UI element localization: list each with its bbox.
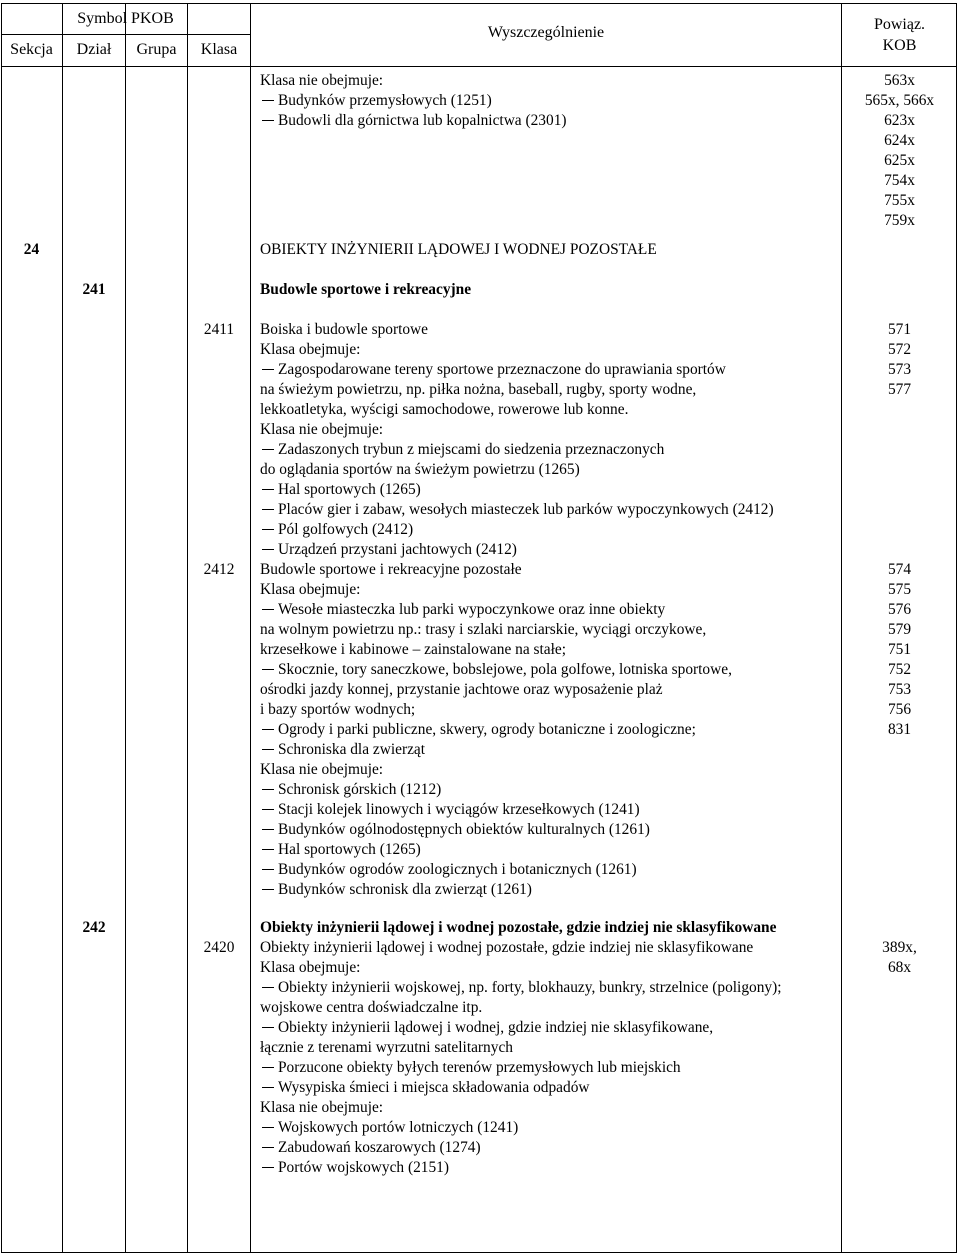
column-divider — [250, 3, 251, 1253]
column-divider — [62, 3, 63, 1253]
kob-code: 751 — [887, 641, 912, 658]
kob-code: 579 — [887, 621, 912, 638]
kob-code: 563x — [884, 72, 915, 89]
header-sekcja: Sekcja — [10, 41, 53, 58]
text-line — [260, 620, 732, 640]
line-text: Placów gier i zabaw, wesołych miasteczek lub parków wypoczynkowych (2412) — [278, 501, 774, 518]
line-text: Budowle sportowe i rekreacyjne pozostałe — [260, 561, 522, 578]
line-text: Hal sportowych (1265) — [278, 481, 421, 498]
text-line — [260, 640, 732, 660]
klasa-2411-kob-codes — [842, 320, 957, 400]
dash-bullet-icon — [262, 1147, 274, 1148]
column-divider — [187, 3, 188, 1253]
text-line — [260, 938, 782, 958]
klasa-2420-kob-codes — [842, 938, 957, 978]
line-text: lekkoatletyka, wyścigi samochodowe, rowerowe lub konne. — [260, 401, 629, 418]
list-item — [260, 520, 774, 540]
line-text: Stacji kolejek linowych i wyciągów krzesełkowych (1241) — [278, 801, 640, 818]
text-line — [260, 680, 732, 700]
list-item — [260, 440, 774, 460]
dzial-title-241: Budowle sportowe i rekreacyjne — [260, 281, 472, 298]
list-item — [260, 1118, 782, 1138]
list-item — [260, 1138, 782, 1158]
text-line — [260, 760, 732, 780]
line-text: Zabudowań koszarowych (1274) — [278, 1139, 481, 1156]
line-text: Pól golfowych (2412) — [278, 521, 414, 538]
kob-code: 831 — [887, 721, 912, 738]
list-item — [260, 860, 732, 880]
list-item — [260, 880, 732, 900]
kob-code: 577 — [887, 381, 912, 398]
text-line — [260, 380, 774, 400]
line-text: Boiska i budowle sportowe — [260, 321, 428, 338]
line-text: i bazy sportów wodnych; — [260, 701, 416, 718]
list-item — [260, 800, 732, 820]
line-text: do oglądania sportów na świeżym powietrzu (1265) — [260, 461, 580, 478]
list-item — [260, 978, 782, 998]
line-text: Klasa nie obejmuje: — [260, 761, 384, 778]
dash-bullet-icon — [262, 1087, 274, 1088]
text-line — [260, 580, 732, 600]
klasa-code-2411: 2411 — [203, 321, 235, 338]
header-dzial: Dział — [76, 41, 112, 58]
line-text: Porzucone obiekty byłych terenów przemysłowych lub miejskich — [278, 1059, 681, 1076]
list-item — [260, 600, 732, 620]
line-text: Wesołe miasteczka lub parki wypoczynkowe oraz inne obiekty — [278, 601, 666, 618]
line-text: Budynków przemysłowych (1251) — [278, 92, 492, 109]
line-text: krzesełkowe i kabinowe – zainstalowane na stałe; — [260, 641, 566, 658]
header-kob: KOB — [882, 37, 917, 54]
dash-bullet-icon — [262, 120, 274, 121]
list-item — [260, 1158, 782, 1178]
list-item — [260, 111, 567, 131]
kob-code: 572 — [887, 341, 912, 358]
header-bottom-line — [1, 66, 957, 67]
kob-code: 573 — [887, 361, 912, 378]
line-text: Budynków ogrodów zoologicznych i botanicznych (1261) — [278, 861, 637, 878]
dash-bullet-icon — [262, 749, 274, 750]
kob-code: 68x — [887, 959, 912, 976]
list-item — [260, 1018, 782, 1038]
sekcja-code-24: 24 — [23, 241, 40, 258]
text-line — [260, 420, 774, 440]
dash-bullet-icon — [262, 789, 274, 790]
list-item — [260, 91, 567, 111]
kob-code: 565x, 566x — [864, 92, 935, 109]
dash-bullet-icon — [262, 987, 274, 988]
kob-code: 759x — [884, 212, 915, 229]
dash-bullet-icon — [262, 489, 274, 490]
line-text: ośrodki jazdy konnej, przystanie jachtowe oraz wyposażenie plaż — [260, 681, 663, 698]
line-text: Skocznie, tory saneczkowe, bobslejowe, pola golfowe, lotniska sportowe, — [278, 661, 732, 678]
line-text: Hal sportowych (1265) — [278, 841, 421, 858]
dash-bullet-icon — [262, 1027, 274, 1028]
line-text: Zagospodarowane tereny sportowe przeznaczone do uprawiania sportów — [278, 361, 726, 378]
line-text: na wolnym powietrzu np.: trasy i szlaki narciarskie, wyciągi orczykowe, — [260, 621, 707, 638]
line-text: Budynków schronisk dla zwierząt (1261) — [278, 881, 532, 898]
klasa-2412-kob-codes — [842, 560, 957, 740]
top-block-kob-codes — [842, 71, 957, 231]
list-item — [260, 780, 732, 800]
line-text: Obiekty inżynierii lądowej i wodnej pozostałe, gdzie indziej nie sklasyfikowane — [260, 939, 754, 956]
kob-code: 756 — [887, 701, 912, 718]
text-line — [260, 1098, 782, 1118]
dash-bullet-icon — [262, 1067, 274, 1068]
dash-bullet-icon — [262, 1167, 274, 1168]
list-item — [260, 660, 732, 680]
text-line — [260, 958, 782, 978]
header-grupa: Grupa — [136, 41, 177, 58]
list-item — [260, 840, 732, 860]
kob-code: 624x — [884, 132, 915, 149]
kob-code: 389x, — [882, 939, 917, 956]
klasa-2411-description — [260, 320, 774, 560]
dzial-title-242: Obiekty inżynierii lądowej i wodnej pozostałe, gdzie indziej nie sklasyfikowane — [260, 919, 777, 936]
text-line — [260, 998, 782, 1018]
dash-bullet-icon — [262, 369, 274, 370]
dash-bullet-icon — [262, 809, 274, 810]
line-text: Klasa nie obejmuje: — [260, 1099, 384, 1116]
line-text: Klasa obejmuje: — [260, 959, 361, 976]
header-powiaz: Powiąz. — [873, 16, 926, 33]
line-text: Klasa obejmuje: — [260, 581, 361, 598]
line-text: Budowli dla górnictwa lub kopalnictwa (2301) — [278, 112, 567, 129]
klasa-2412-description — [260, 560, 732, 900]
text-line — [260, 460, 774, 480]
text-line — [260, 1038, 782, 1058]
line-text: Urządzeń przystani jachtowych (2412) — [278, 541, 517, 558]
dash-bullet-icon — [262, 889, 274, 890]
line-text: Wojskowych portów lotniczych (1241) — [278, 1119, 519, 1136]
dash-bullet-icon — [262, 669, 274, 670]
line-text: Klasa nie obejmuje: — [260, 72, 384, 89]
list-item — [260, 820, 732, 840]
dash-bullet-icon — [262, 509, 274, 510]
line-text: wojskowe centra doświadczalne itp. — [260, 999, 483, 1016]
list-item — [260, 540, 774, 560]
line-text: Budynków ogólnodostępnych obiektów kulturalnych (1261) — [278, 821, 650, 838]
dzial-code-242: 242 — [82, 919, 106, 936]
kob-code: 576 — [887, 601, 912, 618]
list-item — [260, 360, 774, 380]
kob-code: 571 — [887, 321, 912, 338]
kob-code: 754x — [884, 172, 915, 189]
sekcja-title-24: OBIEKTY INŻYNIERII LĄDOWEJ I WODNEJ POZOSTAŁE — [260, 241, 657, 258]
line-text: Ogrody i parki publiczne, skwery, ogrody botaniczne i zoologiczne; — [278, 721, 696, 738]
kob-code: 574 — [887, 561, 912, 578]
line-text: na świeżym powietrzu, np. piłka nożna, baseball, rugby, sporty wodne, — [260, 381, 697, 398]
header-symbol-pkob: Symbol PKOB — [77, 10, 174, 27]
klasa-code-2412: 2412 — [203, 561, 235, 578]
list-item — [260, 720, 732, 740]
klasa-2420-description — [260, 938, 782, 1178]
klasa-code-2420: 2420 — [203, 939, 235, 956]
dash-bullet-icon — [262, 849, 274, 850]
text-line — [260, 560, 732, 580]
line-text: Portów wojskowych (2151) — [278, 1159, 449, 1176]
kob-code: 575 — [887, 581, 912, 598]
column-divider — [125, 3, 126, 1253]
dash-bullet-icon — [262, 549, 274, 550]
dash-bullet-icon — [262, 100, 274, 101]
kob-code: 755x — [884, 192, 915, 209]
line-text: Obiekty inżynierii wojskowej, np. forty, blokhauzy, bunkry, strzelnice (poligony); — [278, 979, 782, 996]
dash-bullet-icon — [262, 609, 274, 610]
dash-bullet-icon — [262, 829, 274, 830]
dash-bullet-icon — [262, 449, 274, 450]
list-item — [260, 1078, 782, 1098]
list-item — [260, 500, 774, 520]
text-line — [260, 700, 732, 720]
line-text: Obiekty inżynierii lądowej i wodnej, gdzie indziej nie sklasyfikowane, — [278, 1019, 714, 1036]
dash-bullet-icon — [262, 729, 274, 730]
dash-bullet-icon — [262, 529, 274, 530]
header-wyszczegolnienie: Wyszczególnienie — [487, 24, 605, 41]
kob-code: 625x — [884, 152, 915, 169]
line-text: Zadaszonych trybun z miejscami do siedzenia przeznaczonych — [278, 441, 665, 458]
list-item — [260, 480, 774, 500]
list-item — [260, 1058, 782, 1078]
line-text: Klasa obejmuje: — [260, 341, 361, 358]
kob-code: 623x — [884, 112, 915, 129]
header-klasa: Klasa — [200, 41, 238, 58]
top-block-description — [260, 71, 567, 131]
dzial-code-241: 241 — [82, 281, 106, 298]
list-item — [260, 740, 732, 760]
dash-bullet-icon — [262, 1127, 274, 1128]
text-line — [260, 400, 774, 420]
header-divider — [1, 34, 250, 35]
line-text: Schronisk górskich (1212) — [278, 781, 442, 798]
text-line — [260, 340, 774, 360]
line-text: Klasa nie obejmuje: — [260, 421, 384, 438]
dash-bullet-icon — [262, 869, 274, 870]
text-line — [260, 71, 567, 91]
kob-code: 752 — [887, 661, 912, 678]
kob-code: 753 — [887, 681, 912, 698]
text-line — [260, 320, 774, 340]
line-text: łącznie z terenami wyrzutni satelitarnych — [260, 1039, 513, 1056]
line-text: Wysypiska śmieci i miejsca składowania odpadów — [278, 1079, 590, 1096]
line-text: Schroniska dla zwierząt — [278, 741, 426, 758]
